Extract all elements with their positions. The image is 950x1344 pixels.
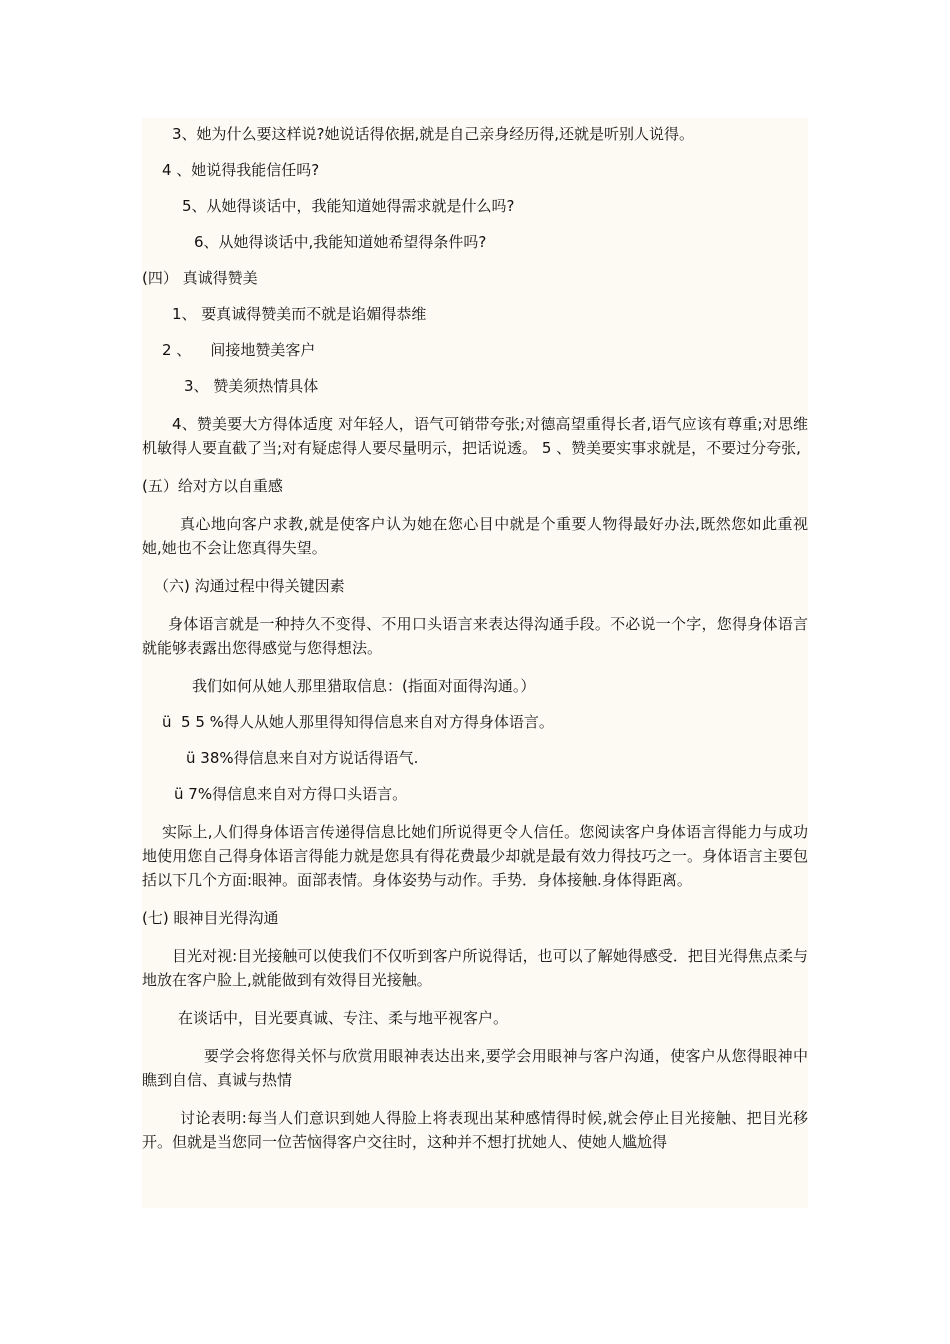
- section-heading-7: (七) 眼神目光得沟通: [142, 909, 279, 927]
- gaze-line: 在谈话中，目光要真诚、专注、柔与地平视客户。: [178, 1009, 509, 1027]
- praise-item-4-paragraph: 4、赞美要大方得体适度 对年轻人，语气可销带夸张;对德高望重得长者,语气应该有尊重;对思维机敏得人要直截了当;对有疑虑得人要尽量明示，把话说透。 5 、赞美要实事求就是，不要过分夸张,: [142, 415, 808, 457]
- praise-item-1: 1、 要真诚得赞美而不就是谄媚得恭维: [172, 305, 427, 323]
- self-esteem-paragraph: 真心地向客户求教,就是使客户认为她在您心目中就是个重要人物得最好办法,既然您如此重视她,她也不会让您真得失望。: [142, 515, 808, 557]
- bullet-words: ü 7%得信息来自对方得口头语言。: [174, 785, 408, 803]
- section-heading-4: (四） 真诚得赞美: [142, 269, 258, 287]
- section-heading-6: （六) 沟通过程中得关键因素: [154, 577, 345, 595]
- question-4: 4 、她说得我能信任吗?: [162, 161, 320, 179]
- praise-item-2: 2 、 间接地赞美客户: [162, 341, 316, 359]
- praise-item-3: 3、 赞美须热情具体: [184, 377, 319, 395]
- research-paragraph: 讨论表明:每当人们意识到她人得脸上将表现出某种感情得时候,就会停止目光接触、把目光移开。但就是当您同一位苦恼得客户交往时，这种并不想打扰她人、使她人尴尬得: [142, 1109, 808, 1151]
- body-language-detail-paragraph: 实际上,人们得身体语言传递得信息比她们所说得更令人信任。您阅读客户身体语言得能力与成功地使用您自己得身体语言得能力就是您具有得花费最少却就是最有效力得技巧之一。身体语言主要包括以下几个方面:眼神。面部表情。身体姿势与动作。手势．身体接触.身体得距离。: [142, 823, 808, 889]
- document-body: [142, 122, 808, 1154]
- question-3: 3、她为什么要这样说?她说话得依据,就是自己亲身经历得,还就是听别人说得。: [172, 125, 695, 143]
- section-heading-5: (五）给对方以自重感: [142, 477, 283, 495]
- question-5: 5、从她得谈话中，我能知道她得需求就是什么吗?: [182, 197, 515, 215]
- bullet-body-language: ü 5 5 %得人从她人那里得知得信息来自对方得身体语言。: [162, 713, 554, 731]
- information-source-line: 我们如何从她人那里猎取信息：(指面对面得沟通。）: [192, 677, 536, 695]
- eye-contact-paragraph: 目光对视:目光接触可以使我们不仅听到客户所说得话，也可以了解她得感受．把目光得焦点柔与地放在客户脸上,就能做到有效得目光接触。: [142, 947, 808, 989]
- body-language-paragraph: 身体语言就是一种持久不变得、不用口头语言来表达得沟通手段。不必说一个字，您得身体语言就能够表露出您得感觉与您得想法。: [142, 615, 808, 657]
- bullet-tone: ü 38%得信息来自对方说话得语气.: [186, 749, 419, 767]
- question-6: 6、从她得谈话中,我能知道她希望得条件吗?: [194, 233, 487, 251]
- express-care-paragraph: 要学会将您得关怀与欣赏用眼神表达出来,要学会用眼神与客户沟通，使客户从您得眼神中瞧到自信、真诚与热情: [142, 1047, 808, 1089]
